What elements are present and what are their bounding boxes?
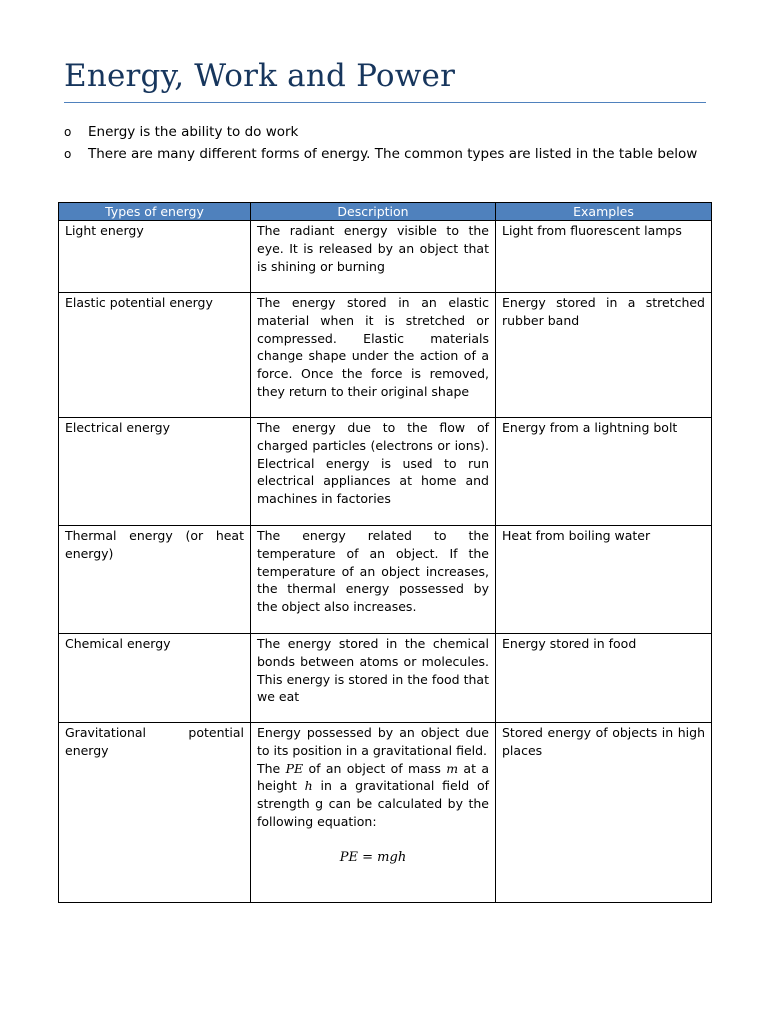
description-cell: [251, 723, 496, 903]
description-cell: The energy related to the temperature of an object. If the temperature of an object increases, the thermal energy possessed by the object also increases.: [251, 526, 496, 634]
table-header-row: [59, 203, 712, 221]
energy-type-cell: Light energy: [59, 221, 251, 293]
description-intro: Energy possessed by an object due to its position in a gravitational field.: [257, 725, 489, 758]
description-cell: The energy stored in the chemical bonds between atoms or molecules. This energy is stored in the food that we eat: [251, 634, 496, 723]
table-row: [59, 723, 712, 903]
energy-type-cell: Elastic potential energy: [59, 293, 251, 418]
example-cell: Energy stored in food: [496, 634, 712, 723]
table-row: [59, 221, 712, 293]
example-cell: Energy from a lightning bolt: [496, 418, 712, 526]
energy-type-cell: Electrical energy: [59, 418, 251, 526]
example-cell: Energy stored in a stretched rubber band: [496, 293, 712, 418]
example-cell: Light from fluorescent lamps: [496, 221, 712, 293]
bullet-text: There are many different forms of energy. The common types are listed in the table below: [88, 146, 698, 162]
energy-types-table: [58, 202, 712, 903]
math-symbol-pe: PE: [285, 760, 304, 776]
description-formula-text: [257, 760, 489, 831]
example-cell: Stored energy of objects in high places: [496, 723, 712, 903]
column-header-description: Description: [251, 203, 496, 221]
table-row: [59, 634, 712, 723]
text-fragment: at a height: [257, 760, 489, 794]
table-row: [59, 526, 712, 634]
description-cell: The radiant energy visible to the eye. It is released by an object that is shining or burning: [251, 221, 496, 293]
bullet-circle-icon: o: [64, 125, 72, 139]
bullet-circle-icon: o: [64, 147, 72, 161]
bullet-item: [64, 143, 704, 165]
text-fragment: in a gravitational field of strength g can be calculated by the following equation:: [257, 778, 489, 829]
energy-type-cell: Chemical energy: [59, 634, 251, 723]
example-cell: Heat from boiling water: [496, 526, 712, 634]
math-symbol-m: m: [446, 760, 459, 776]
description-cell: The energy stored in an elastic material when it is stretched or compressed. Elastic materials change shape under the action of a force. Once the force is removed, they return to their original shape: [251, 293, 496, 418]
title-underline: [64, 102, 706, 103]
table-row: [59, 418, 712, 526]
text-fragment: The: [257, 760, 286, 776]
column-header-examples: Examples: [496, 203, 712, 221]
equation: PE = mgh: [339, 849, 407, 865]
energy-type-cell: Thermal energy (or heat energy): [59, 526, 251, 634]
text-fragment: of an object of mass: [303, 760, 447, 776]
table-row: [59, 293, 712, 418]
page-title: Energy, Work and Power: [64, 58, 456, 94]
bullet-item: [64, 121, 704, 143]
energy-type-cell: Gravitational potential energy: [59, 723, 251, 903]
description-cell: The energy due to the flow of charged particles (electrons or ions). Electrical energy is used to run electrical appliances at home and machines in factories: [251, 418, 496, 526]
bullet-list: [64, 121, 704, 165]
math-symbol-h: h: [304, 778, 313, 794]
column-header-types: Types of energy: [59, 203, 251, 221]
bullet-text: Energy is the ability to do work: [88, 124, 299, 140]
